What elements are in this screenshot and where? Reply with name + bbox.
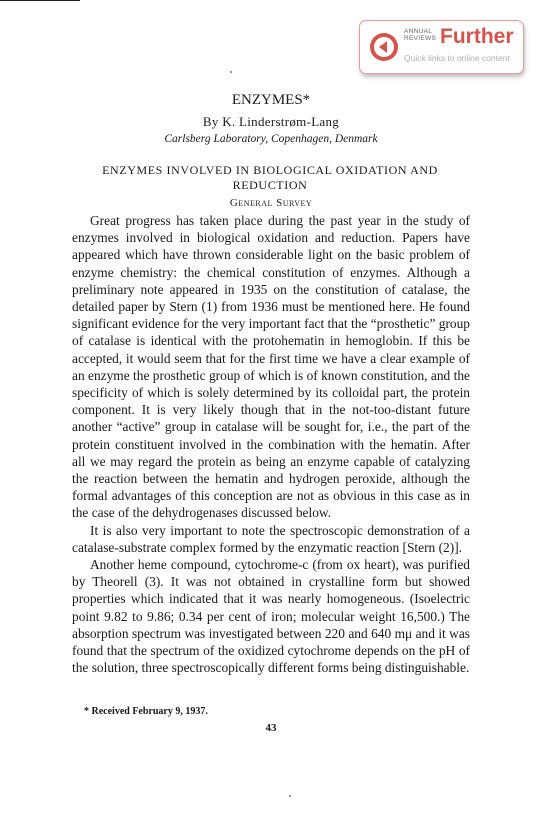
scan-speck [230,71,232,73]
section-title: ENZYMES INVOLVED IN BIOLOGICAL OXIDATION AND REDUCTION [102,163,438,192]
further-label: Further [440,25,514,48]
subsection-heading: General Survey [229,197,313,209]
affiliation: Carlsberg Laboratory, Copenhagen, Denmark [164,133,378,145]
paragraph: Great progress has taken place during the past year in the study of enzymes involved in biological oxidation and reduction. Papers have appeared which have thrown considerable light on the basic problem of enzyme chemistry: the chemical constitution of enzymes. Although a preliminary note appeared in 1935 on the constitution of catalase, the detailed paper by Stern (1) from 1936 must be mentioned here. He found significant evidence for the very important fact that the “prosthetic” group of catalase is identical with the protohematin in hemoglobin. If this be accepted, it would seem that for the first time we have a clear example of an enzyme the prosthetic group of which is of known constitution, and the specificity of which is solely determined by its colloidal part, the protein component. It is very likely though that in the not-too-distant future another “active” group in catalase will be sought for, i.e., the part of the protein constituent involved in the combination with the hematin. After all we may regard the protein as being an enzyme capable of catalyzing the reaction between the hematin and hydrogen peroxide, although the formal advantages of this conception are not as obvious in this case as in the case of the dehydrogenases discussed below. [72,213,470,521]
annual-label: ANNUAL [404,28,433,35]
author-line: By K. Linderstrøm-Lang [202,114,340,129]
further-links-badge[interactable] [359,20,524,74]
reviews-label: REVIEWS [404,35,437,42]
page-number: 43 [265,722,277,734]
footnote: * Received February 9, 1937. [84,706,208,717]
scan-speck [289,795,291,797]
article-title: ENZYMES* [231,92,311,108]
quick-links-label: Quick links to online content [404,53,510,63]
body-text [72,212,470,676]
top-rule [0,0,80,1]
paragraph: Another heme compound, cytochrome-c (from ox heart), was purified by Theorell (3). It was not obtained in crystalline form but showed properties which indicated that it was nearly homogeneous. (Isoelectric point 9.82 to 9.86; 0.34 per cent of iron; molecular weight 16,500.) The absorption spectrum was investigated between 220 and 640 mμ and it was found that the spectrum of the oxidized cytochrome depends on the pH of the solution, three spectroscopically different forms being distinguishable. [72,557,470,676]
paragraph: It is also very important to note the spectroscopic demonstration of a catalase-substrate complex formed by the enzymatic reaction [Stern (2)]. [72,522,470,555]
annual-reviews-logo-text [404,28,436,42]
play-circle-icon [368,31,400,63]
